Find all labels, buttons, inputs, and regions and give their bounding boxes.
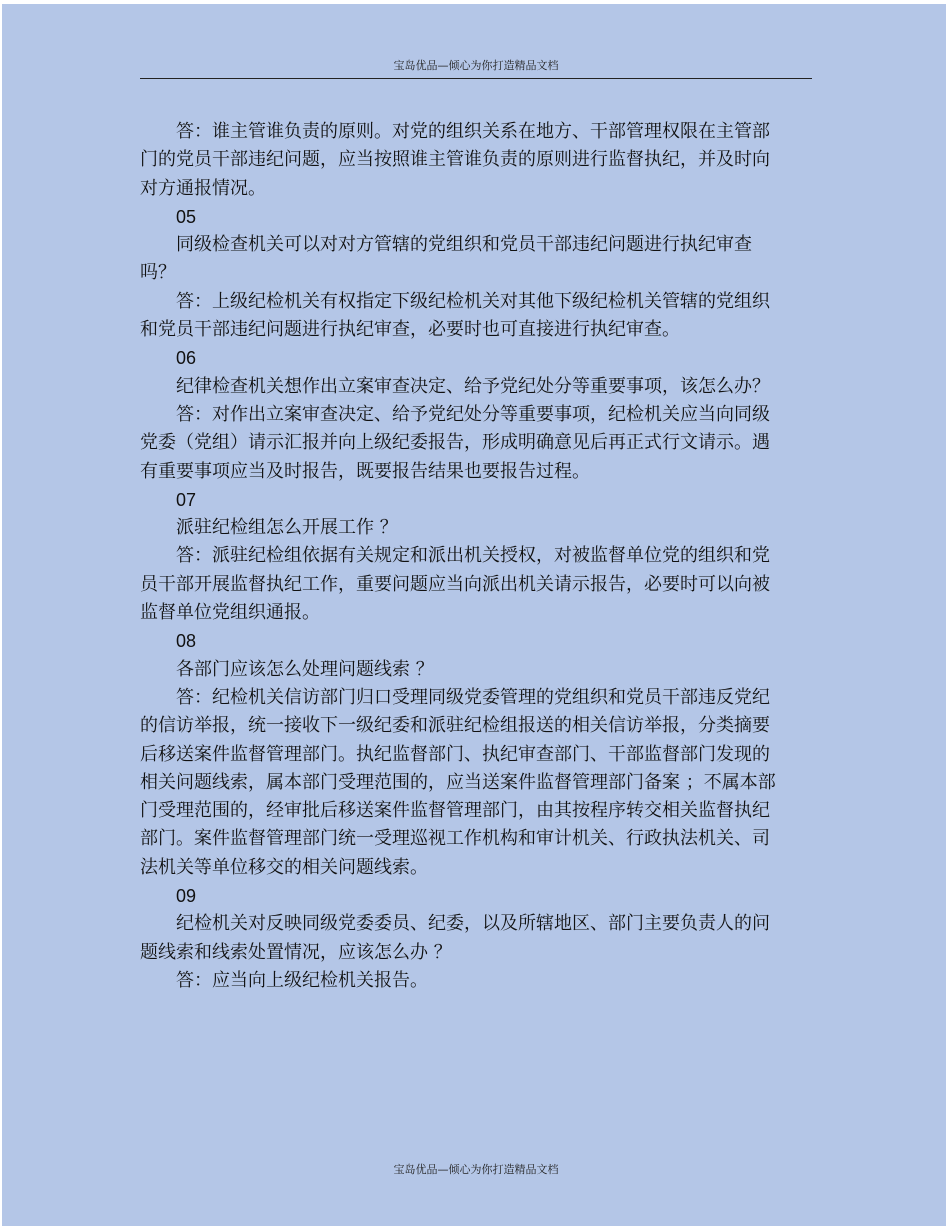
section-number: 07 — [176, 489, 197, 510]
answer-paragraph: 答：应当向上级纪检机关报告。 — [176, 969, 428, 991]
answer-paragraph: 答：谁主管谁负责的原则。对党的组织关系在地方、干部管理权限在主管部门的党员干部违纪问题，应当按照谁主管谁负责的原则进行监督执纪，并及时向对方通报情况。 — [140, 121, 770, 199]
section-number: 06 — [176, 348, 197, 369]
answer-paragraph: 答：派驻纪检组依据有关规定和派出机关授权，对被监督单位党的组织和党员干部开展监督执纪工作，重要问题应当向派出机关请示报告，必要时可以向被监督单位党组织通报。 — [140, 545, 770, 624]
question-paragraph: 派驻纪检组怎么开展工作 ？ — [176, 517, 398, 539]
section-number: 09 — [176, 886, 197, 907]
document-page — [2, 4, 946, 1226]
page-footer: 宝岛优品—倾心为你打造精品文档 — [393, 1163, 559, 1176]
header-divider — [140, 78, 812, 79]
section-number: 08 — [176, 631, 197, 652]
answer-paragraph: 答：纪检机关信访部门归口受理同级党委管理的党组织和党员干部违反党纪的信访举报，统一接收下一级纪委和派驻纪检组报送的相关信访举报，分类摘要后移送案件监督管理部门。执纪监督部门、执纪审查部门、干部监督部门发现的相关问题线索，属本部门受理范围的，应当送案件监督管理部门备案 ；不属本部门受理范围的，经审批后移送案件监督管理部门，由其按程序转交相关监督执纪部门。案件监督管理部门统一受理巡视工作机构和审计机关、行政执法机关、司法机关等单位移交的相关问题线索。 — [140, 686, 776, 878]
question-paragraph: 各部门应该怎么处理问题线索 ？ — [176, 658, 434, 680]
section-number: 05 — [176, 206, 197, 227]
answer-paragraph: 答：对作出立案审查决定、给予党纪处分等重要事项，纪检机关应当向同级党委（党组）请示汇报并向上级纪委报告，形成明确意见后再正式行文请示。遇有重要事项应当及时报告，既要报告结果也要报告过程。 — [140, 403, 770, 482]
question-paragraph: 纪律检查机关想作出立案审查决定、给予党纪处分等重要事项，该怎么办？ — [176, 375, 770, 397]
question-paragraph: 纪检机关对反映同级党委委员、纪委，以及所辖地区、部门主要负责人的问题线索和线索处置情况，应该怎么办 ？ — [140, 913, 770, 963]
document-body — [140, 118, 780, 995]
question-paragraph: 同级检查机关可以对对方管辖的党组织和党员干部违纪问题进行执纪审查吗？ — [140, 234, 752, 284]
answer-paragraph: 答：上级纪检机关有权指定下级纪检机关对其他下级纪检机关管辖的党组织和党员干部违纪问题进行执纪审查，必要时也可直接进行执纪审查。 — [140, 290, 770, 341]
page-header: 宝岛优品—倾心为你打造精品文档 — [393, 59, 559, 72]
